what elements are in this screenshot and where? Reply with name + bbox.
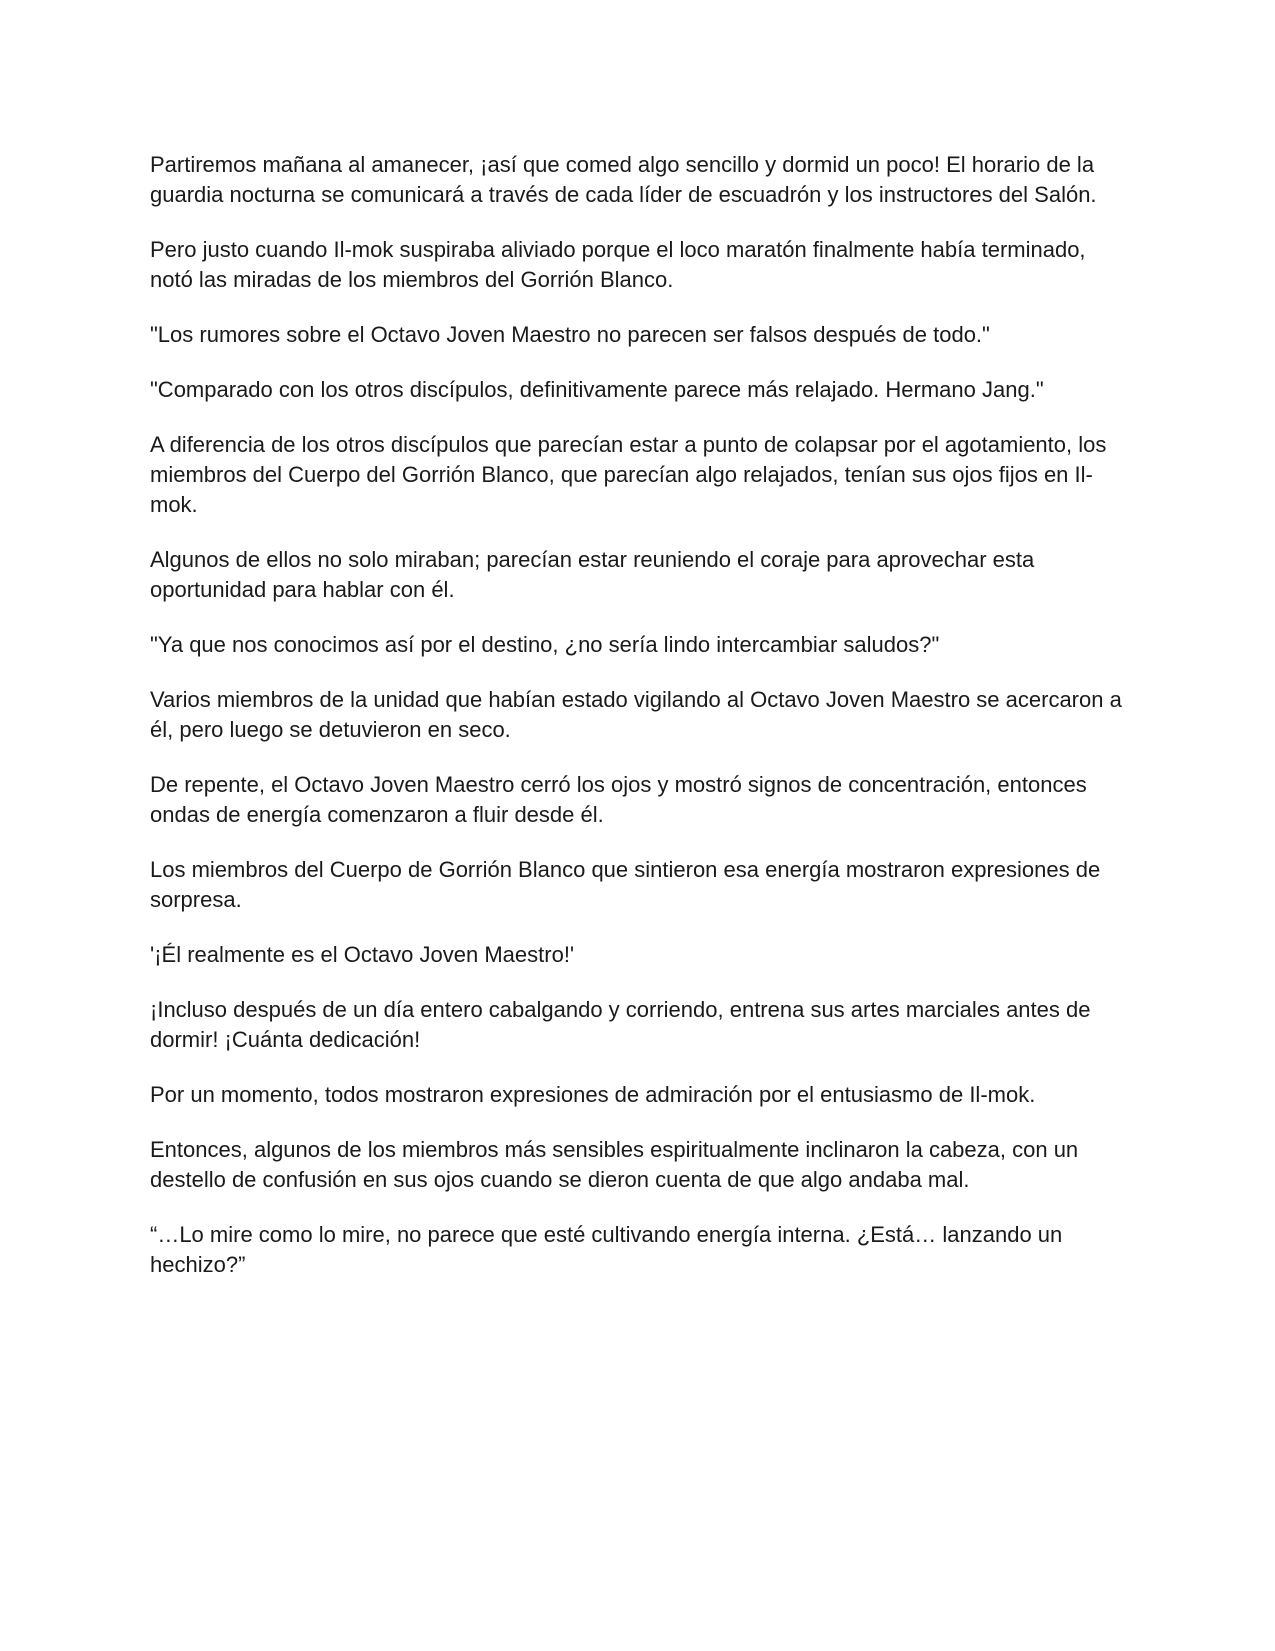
paragraph: Entonces, algunos de los miembros más sensibles espiritualmente inclinaron la cabeza, con un destello de confusión en sus ojos cuando se dieron cuenta de que algo andaba mal.: [150, 1137, 1079, 1192]
paragraph: Los miembros del Cuerpo de Gorrión Blanco que sintieron esa energía mostraron expresiones de sorpresa.: [150, 857, 1101, 912]
paragraph: "Comparado con los otros discípulos, definitivamente parece más relajado. Hermano Jang.": [150, 377, 1044, 402]
paragraph: ¡Incluso después de un día entero cabalgando y corriendo, entrena sus artes marciales antes de dormir! ¡Cuánta dedicación!: [150, 997, 1091, 1052]
paragraph: Pero justo cuando Il-mok suspiraba aliviado porque el loco maratón finalmente había terminado, notó las miradas de los miembros del Gorrión Blanco.: [150, 237, 1086, 292]
paragraph: Algunos de ellos no solo miraban; parecían estar reuniendo el coraje para aprovechar esta oportunidad para hablar con él.: [150, 547, 1035, 602]
paragraph: A diferencia de los otros discípulos que parecían estar a punto de colapsar por el agotamiento, los miembros del Cuerpo del Gorrión Blanco, que parecían algo relajados, tenían sus ojos fijos en Il-mok.: [150, 432, 1107, 517]
paragraph: Partiremos mañana al amanecer, ¡así que comed algo sencillo y dormid un poco! El horario de la guardia nocturna se comunicará a través de cada líder de escuadrón y los instructores del Salón.: [150, 152, 1097, 207]
paragraph: "Los rumores sobre el Octavo Joven Maestro no parecen ser falsos después de todo.": [150, 322, 990, 347]
paragraph: "Ya que nos conocimos así por el destino, ¿no sería lindo intercambiar saludos?": [150, 632, 940, 657]
paragraph: “…Lo mire como lo mire, no parece que esté cultivando energía interna. ¿Está… lanzando un hechizo?”: [150, 1222, 1063, 1277]
paragraph: De repente, el Octavo Joven Maestro cerró los ojos y mostró signos de concentración, entonces ondas de energía comenzaron a fluir desde él.: [150, 772, 1087, 827]
paragraph: Por un momento, todos mostraron expresiones de admiración por el entusiasmo de Il-mok.: [150, 1082, 1036, 1107]
paragraph: Varios miembros de la unidad que habían estado vigilando al Octavo Joven Maestro se acercaron a él, pero luego se detuvieron en seco.: [150, 687, 1122, 742]
paragraph: '¡Él realmente es el Octavo Joven Maestro!': [150, 942, 575, 967]
document-body: [150, 150, 1130, 1305]
